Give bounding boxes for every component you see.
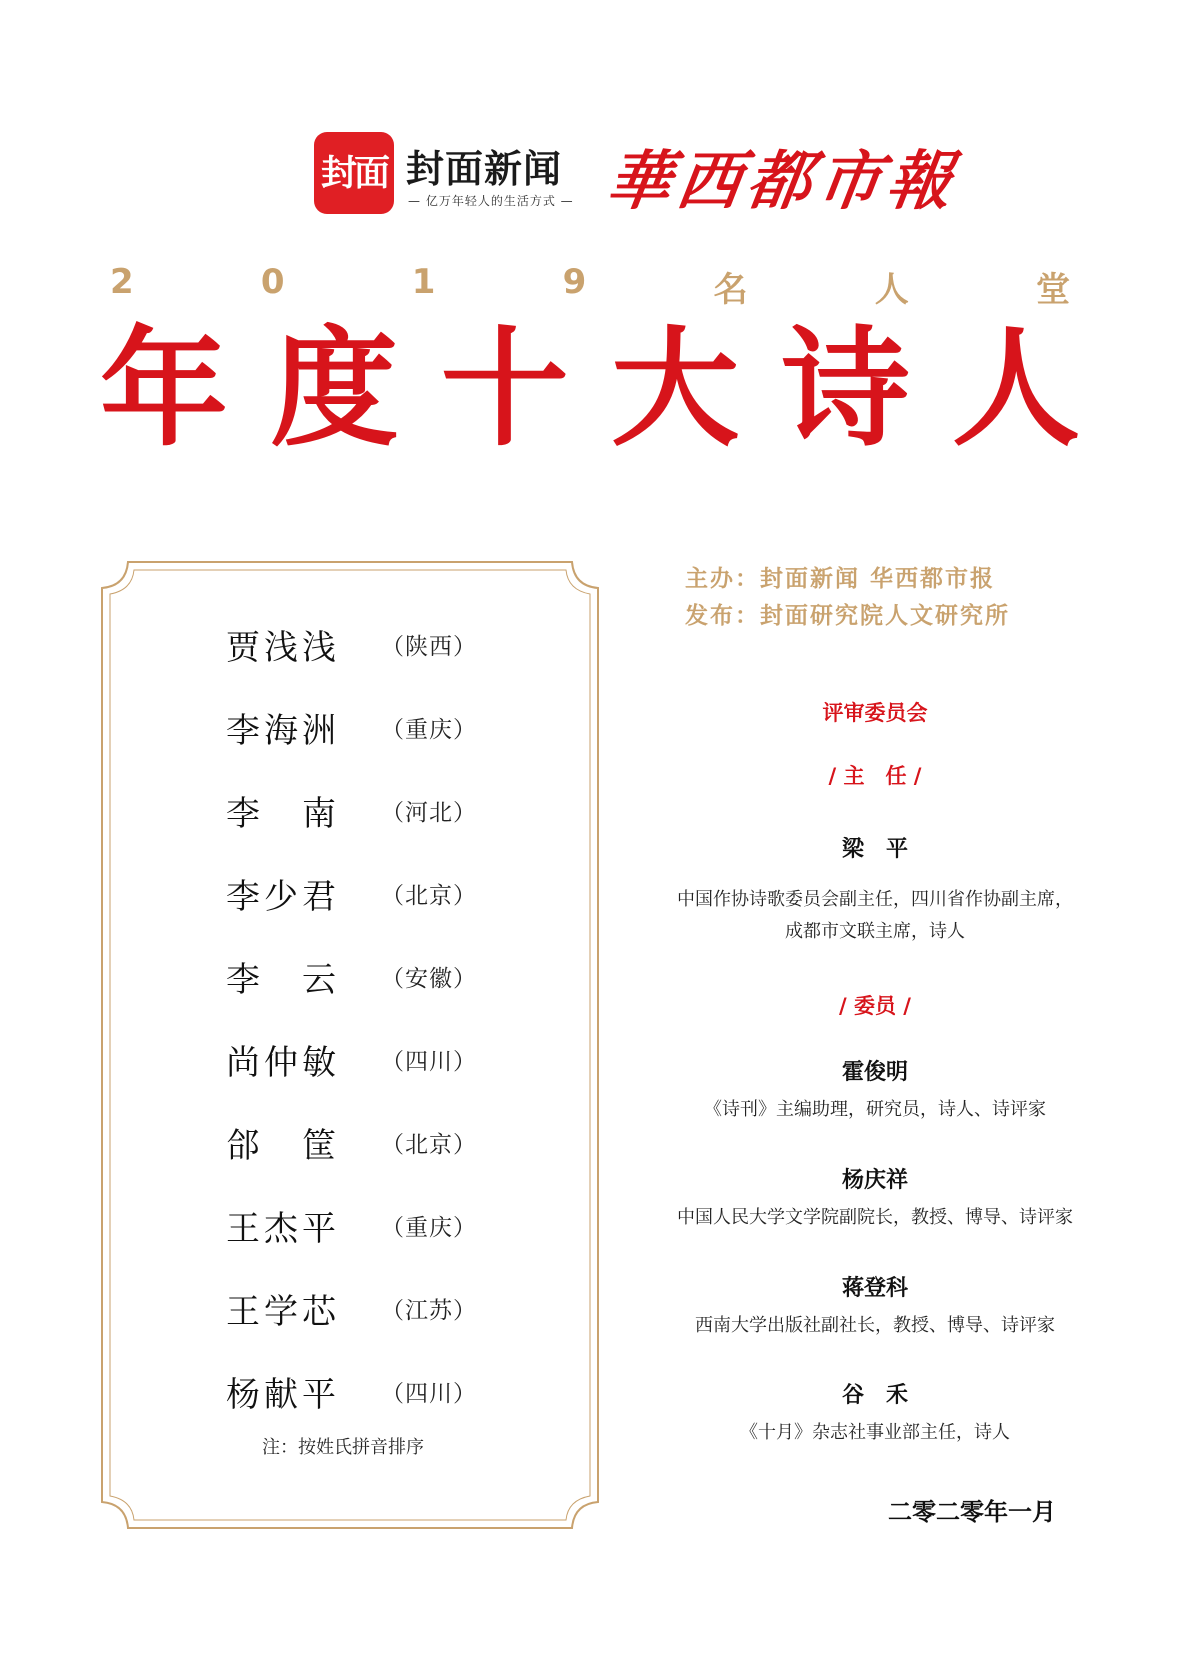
poet-row — [226, 620, 486, 666]
hall-char: 堂 — [1036, 270, 1070, 310]
title-char: 度 — [270, 315, 399, 464]
fengmian-logo-name: 封面新闻 — [406, 146, 563, 191]
title-char: 十 — [440, 315, 569, 464]
poet-region: （重庆） — [381, 717, 477, 743]
poet-row — [226, 703, 486, 749]
poet-region: （四川） — [381, 1381, 477, 1407]
poet-region: （北京） — [381, 1132, 477, 1158]
poet-row — [226, 1367, 486, 1413]
poet-region: （河北） — [381, 800, 477, 826]
poet-name — [226, 1035, 336, 1084]
organizer-line: 主办：封面新闻 华西都市报 — [685, 566, 996, 592]
hall-char: 1 — [411, 262, 436, 302]
name-char: 平 — [302, 1375, 336, 1415]
poet-row — [226, 1118, 486, 1164]
name-char: 少 — [264, 877, 298, 917]
name-char: 芯 — [302, 1292, 336, 1332]
chair-label: / 主 任 / — [828, 764, 922, 788]
poet-name — [226, 1118, 336, 1167]
name-char: 云 — [302, 960, 336, 1000]
date-line: 二零二零年一月 — [888, 1498, 1056, 1526]
name-char: 李 — [226, 960, 260, 1000]
main-title — [100, 315, 1080, 464]
poet-row — [226, 1284, 486, 1330]
publisher-line: 发布：封面研究院人文研究所 — [685, 603, 1010, 629]
member-desc: 《十月》杂志社事业部主任，诗人 — [740, 1422, 1010, 1443]
name-char: 献 — [264, 1375, 298, 1415]
member-name: 谷 禾 — [841, 1383, 908, 1408]
member-desc: 《诗刊》主编助理，研究员，诗人、诗评家 — [704, 1099, 1046, 1120]
name-char: 敏 — [302, 1043, 336, 1083]
poet-row — [226, 1035, 486, 1081]
name-char: 李 — [226, 711, 260, 751]
name-char: 贾 — [226, 628, 260, 668]
poet-name — [226, 786, 336, 835]
poet-row — [226, 786, 486, 832]
poet-region: （四川） — [381, 1049, 477, 1075]
poet-region: （重庆） — [381, 1215, 477, 1241]
huaxi-paper-logo: 華西都市報 — [601, 144, 963, 219]
hall-char: 人 — [874, 270, 909, 310]
fengmian-logo-mark: 封面 — [314, 132, 394, 214]
member-desc: 中国人民大学文学院副院长，教授、博导、诗评家 — [677, 1207, 1073, 1228]
poet-region: （陕西） — [381, 634, 477, 660]
name-char: 学 — [264, 1292, 298, 1332]
poet-name — [226, 1367, 336, 1416]
name-char: 仲 — [264, 1043, 298, 1083]
name-char: 李 — [226, 877, 260, 917]
member-desc: 西南大学出版社副社长，教授、博导、诗评家 — [695, 1315, 1055, 1336]
poet-row — [226, 869, 486, 915]
title-char: 诗 — [781, 315, 910, 464]
chair-desc: 中国作协诗歌委员会副主任，四川省作协副主席， — [677, 889, 1073, 910]
poet-region: （江苏） — [381, 1298, 477, 1324]
poet-row — [226, 952, 486, 998]
hall-char: 名 — [713, 270, 748, 310]
member-name: 蒋登科 — [841, 1276, 908, 1301]
chair-name: 梁 平 — [841, 837, 908, 862]
member-name: 杨庆祥 — [841, 1168, 908, 1193]
hall-char: 9 — [562, 262, 587, 302]
committee-title: 评审委员会 — [822, 701, 928, 725]
hall-char: 2 — [110, 262, 134, 302]
poet-name — [226, 620, 336, 669]
name-char: 筐 — [302, 1126, 336, 1166]
name-char: 王 — [226, 1292, 260, 1332]
hall-char: 0 — [260, 262, 285, 302]
name-char: 王 — [226, 1209, 260, 1249]
title-char: 年 — [100, 315, 229, 464]
hall-of-fame-title — [110, 262, 1070, 310]
poet-region: （安徽） — [381, 966, 477, 992]
name-char: 海 — [264, 711, 298, 751]
fengmian-slogan: — 亿万年轻人的生活方式 — — [408, 194, 574, 208]
sort-note: 注：按姓氏拼音排序 — [262, 1437, 424, 1458]
poet-name — [226, 869, 336, 918]
poet-name — [226, 1201, 336, 1250]
poet-name — [226, 1284, 336, 1333]
name-char: 杨 — [226, 1375, 260, 1415]
name-char: 郃 — [226, 1126, 260, 1166]
name-char: 李 — [226, 794, 260, 834]
name-char: 平 — [302, 1209, 336, 1249]
members-label: / 委员 / — [839, 994, 911, 1018]
poet-region: （北京） — [381, 883, 477, 909]
chair-desc: 成都市文联主席，诗人 — [785, 921, 965, 942]
poet-name — [226, 952, 336, 1001]
name-char: 尚 — [226, 1043, 260, 1083]
name-char: 南 — [302, 794, 336, 834]
name-char: 洲 — [302, 711, 336, 751]
name-char: 君 — [302, 877, 336, 917]
name-char: 浅 — [302, 628, 336, 668]
poet-row — [226, 1201, 486, 1247]
name-char: 浅 — [264, 628, 298, 668]
poet-name — [226, 703, 336, 752]
title-char: 大 — [611, 315, 740, 464]
member-name: 霍俊明 — [841, 1060, 908, 1085]
name-char: 杰 — [264, 1209, 298, 1249]
title-char: 人 — [951, 315, 1080, 464]
